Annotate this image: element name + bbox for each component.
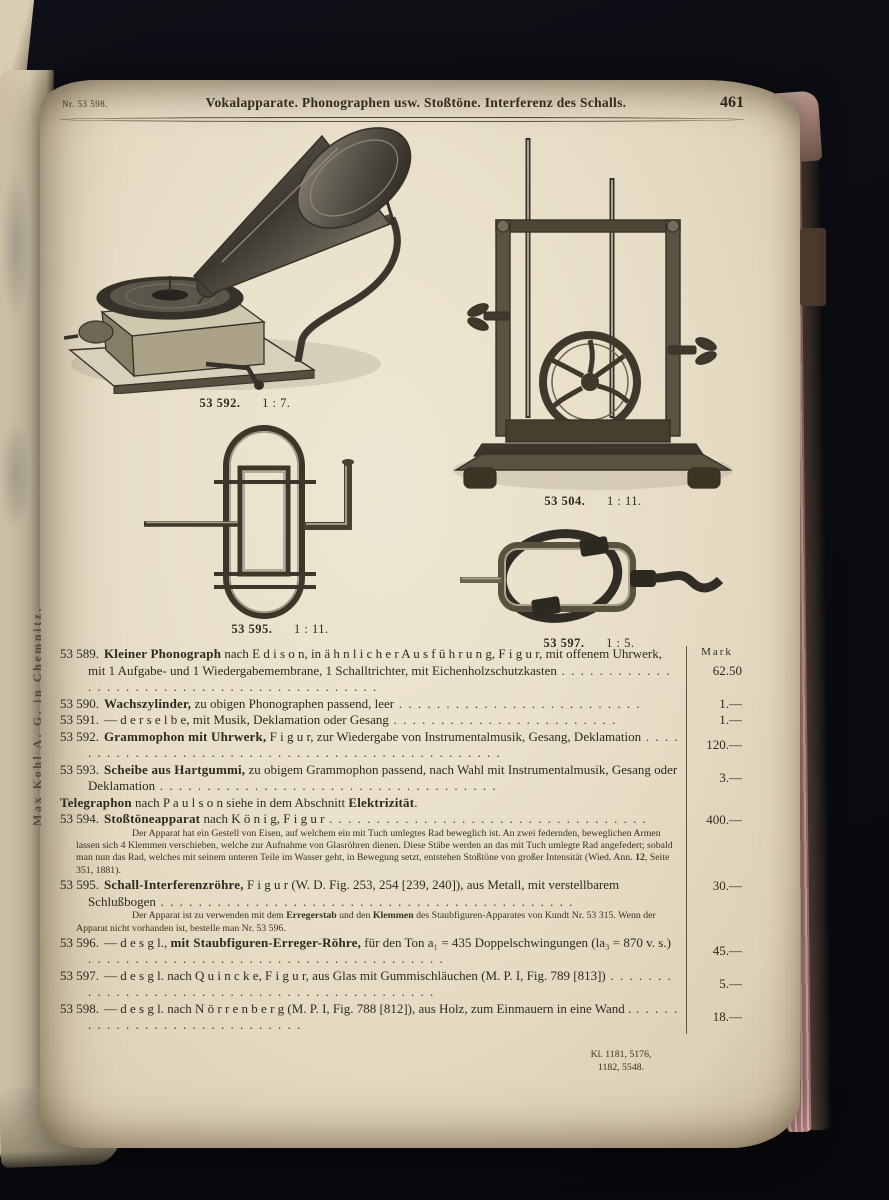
row-price: 30.— <box>686 877 748 935</box>
table-row <box>60 762 748 795</box>
row-text-segment: zu obigen Phonographen passend, leer <box>191 695 395 711</box>
row-text-segment: 12 <box>635 852 645 864</box>
row-text-segment: F i g u r, zur Wiedergabe von Instrumentalmusik, Gesang, Deklamation <box>266 728 642 744</box>
row-text-segment: nach P a u l s o n siehe in dem Abschnitt <box>131 794 349 810</box>
row-price: 3.— <box>686 762 748 795</box>
page-number: 461 <box>720 94 744 111</box>
row-item-number: 53 596. <box>60 934 99 950</box>
figure-caption <box>56 396 434 411</box>
row-text-segment: Grammophon mit Uhrwerk, <box>104 728 267 744</box>
row-price <box>686 795 748 812</box>
row-text-segment: Scheibe aus Hartgummi, <box>104 761 246 777</box>
row-item-number: 53 590. <box>60 695 99 711</box>
row-main-cell <box>60 968 686 1001</box>
row-text-segment: — d e r s e l b e, mit Musik, Deklamation oder Gesang <box>104 712 389 727</box>
table-row <box>60 811 748 877</box>
row-text-segment: — d e s g l. nach Q u i n c k e, F i g u r, aus Glas mit Gummischläuchen (M. P. I, Fig. 789 [813]) <box>104 967 606 983</box>
figure-number: 53 504. <box>544 494 586 508</box>
row-main-cell <box>60 696 686 713</box>
row-item-number: 53 594. <box>60 811 99 826</box>
row-text-segment: F i g u r (W. D. Fig. 253, 254 [239, 240]), aus Metall, mit verstellbarem Schlußbogen <box>88 877 620 909</box>
row-price: 1.— <box>686 696 748 713</box>
table-row <box>60 1001 748 1034</box>
currency-column-header: Mark <box>701 646 733 658</box>
table-row <box>60 968 748 1001</box>
row-text-segment: Erregerstab <box>286 910 337 922</box>
figure-number: 53 597. <box>543 636 585 650</box>
row-footnote <box>60 828 686 878</box>
figure-gramophone <box>56 126 434 411</box>
row-main-cell <box>60 646 686 696</box>
row-description <box>60 877 686 910</box>
dot-leader: . . . . . . . . . . . . . . . . . . . . . . . . . . <box>394 695 642 711</box>
book-fore-edge-notch <box>800 228 826 306</box>
figure-stosstoene-apparat <box>444 132 742 509</box>
row-text-segment: Elektrizität <box>348 794 415 810</box>
row-text-segment: — d e s g l. nach N ö r r e n b e r g (M. P. I, Fig. 788 [812]), aus Holz, zum Einmauern in eine Wand . <box>104 1000 632 1016</box>
figure-interference-tube <box>140 424 420 637</box>
row-item-number: 53 592. <box>60 728 99 744</box>
classification-footnote <box>562 1048 680 1074</box>
row-description <box>60 811 686 828</box>
figure-scale: 1 : 5. <box>606 636 635 650</box>
dot-leader: . . . . . . . . . . . . . . . . . . . . . . . . . . . . . . . . . . . . . . . . . . . . <box>155 893 574 909</box>
row-item-number: 53 597. <box>60 967 99 983</box>
row-item-number: 53 598. <box>60 1000 99 1016</box>
footnote-line: 1182, 5548. <box>597 1062 645 1073</box>
figure-caption <box>444 494 742 509</box>
row-text-segment: zu obigem Grammophon passend, nach Wahl mit Instrumentalmusik, Gesang oder Deklamation <box>88 761 678 793</box>
row-footnote <box>60 910 686 935</box>
row-text-segment: Der Apparat hat ein Gestell von Eisen, auf welchem ein mit Tuch umlegtes Rad beweglich ist. An zwei federnden, beweglichen Armen lassen sich 4 Klemmen verschieben, welche zur Aufnahme von Glasröhren dienen. Diese Stäbe werden an das mit Tuch umlegte Rad angefedert; sobald man nun das Rad, welches mit seinem unteren Teile im Wasser geht, in Bewegung setzt, entstehen Stoßtöne von großer Intensität (Wied. Ann. <box>76 827 673 864</box>
row-text-segment: Telegraphon <box>60 794 132 810</box>
row-text-segment: Wachszylinder, <box>104 695 192 711</box>
dot-leader: . . . . . . . . . . . . . . . . . . . . . . . . . . . . . . . . . . . . <box>155 778 498 793</box>
catalog-page <box>40 80 800 1148</box>
row-description <box>60 712 686 729</box>
figure-scale: 1 : 11. <box>293 622 329 636</box>
quincke-tube-engraving <box>454 526 724 626</box>
row-description <box>60 696 686 713</box>
row-description <box>60 762 686 795</box>
row-item-number: 53 593. <box>60 761 99 777</box>
dot-leader: . . . . . . . . . . . . . . . . . . . . . . . . . . . . . . . . . . <box>324 811 648 826</box>
table-row <box>60 729 748 762</box>
row-text-segment: Der Apparat ist zu verwenden mit dem <box>132 910 287 922</box>
dot-leader: . . . . . . . . . . . . . . . . . . . . . . . . . . . . <box>88 1000 679 1033</box>
figure-quincke-tube <box>454 526 724 651</box>
price-table-rows <box>60 646 748 1034</box>
row-main-cell <box>60 795 686 812</box>
dot-leader: . . . . . . . . . . . . . . . . . . . . . . . . <box>388 712 617 727</box>
table-row <box>60 712 748 729</box>
row-price: 120.— <box>686 729 748 762</box>
figure-scale: 1 : 11. <box>606 494 642 508</box>
row-text-segment: mit Staubfiguren-Erreger-Röhre, <box>170 934 362 950</box>
figure-number: 53 595. <box>231 622 273 636</box>
row-text-segment: und den <box>336 910 373 922</box>
row-price: 400.— <box>686 811 748 877</box>
row-price: 1.— <box>686 712 748 729</box>
stosstoene-engraving <box>444 132 742 492</box>
item-number-label: Nr. 53 598. <box>62 99 108 109</box>
page-title: Vokalapparate. Phonographen usw. Stoßtöne. Interferenz des Schalls. <box>205 95 627 110</box>
facing-page-figure-fragment <box>0 420 30 530</box>
table-row <box>60 935 748 968</box>
row-text-segment: Schall-Interferenzröhre, <box>104 877 244 893</box>
figure-number: 53 592. <box>199 396 241 410</box>
row-text-segment: für den Ton a₁ = 435 Doppelschwingungen (la₃ = 870 v. s.) <box>361 934 671 950</box>
figure-scale: 1 : 7. <box>262 396 291 410</box>
price-table <box>60 646 748 1034</box>
row-description <box>60 795 686 812</box>
row-main-cell <box>60 811 686 877</box>
dot-leader: . . . . . . . . . . . . . . . . . . . . . . . . . . . . . . . . . . . . . . . . . . . . . . . . <box>88 728 680 760</box>
table-row <box>60 795 748 812</box>
row-text-segment: Klemmen <box>372 910 414 922</box>
row-text-segment: nach K ö n i g, F i g u r <box>200 811 325 826</box>
row-text-segment: Kleiner Phonograph <box>104 646 222 661</box>
table-row <box>60 877 748 935</box>
row-text-segment: nach E d i s o n, in ä h n l i c h e r A u s f ü h r u n g, F i g u r, mit offenem Uhrwerk, mit 1 Aufgabe- und 1 Wiedergabemembrane, 1 Schalltrichter, mit Eichenholzschutzkasten <box>88 646 662 678</box>
row-main-cell <box>60 712 686 729</box>
dot-leader: . . . . . . . . . . . . . . . . . . . . . . . . . . . . . . . . . . . . . . . . . . . <box>88 662 671 694</box>
row-text-segment: Stoßtöneapparat <box>104 811 201 826</box>
gramophone-engraving <box>56 126 434 394</box>
dot-leader: . . . . . . . . . . . . . . . . . . . . . . . . . . . . . . . . . . . . . . . . . . . . <box>88 967 673 1000</box>
footnote-line: Kl. 1181, 5176, <box>590 1049 652 1060</box>
row-price: 62.50 <box>686 646 748 696</box>
row-description <box>60 968 686 1001</box>
row-main-cell <box>60 729 686 762</box>
row-text-segment: des Staubfiguren-Apparates von Kundt Nr. 53 315. Wenn der Apparat nicht vorhanden ist, bestelle man Nr. 53 596. <box>76 910 656 934</box>
row-description <box>60 729 686 762</box>
table-row <box>60 646 748 696</box>
row-main-cell <box>60 762 686 795</box>
row-price: 5.— <box>686 968 748 1001</box>
figure-caption <box>140 622 420 637</box>
row-description <box>60 935 686 968</box>
row-description <box>60 646 686 696</box>
table-row <box>60 696 748 713</box>
row-price: 45.— <box>686 935 748 968</box>
running-head <box>62 94 744 112</box>
row-text-segment: — d e s g l., <box>104 934 171 950</box>
dot-leader: . . . . . . . . . . . . . . . . . . . . . . . . . . . . . . . . . . . . . . <box>88 951 445 967</box>
margin-imprint: Max Kohl A. G. in Chemnitz. <box>30 605 44 826</box>
row-text-segment: . <box>414 794 418 810</box>
row-item-number: 53 595. <box>60 877 99 893</box>
row-main-cell <box>60 877 686 935</box>
row-price: 18.— <box>686 1001 748 1034</box>
row-text-segment: , Seite 351, 1881). <box>76 852 670 876</box>
head-rule <box>60 117 744 122</box>
row-description <box>60 1001 686 1034</box>
row-item-number: 53 591. <box>60 712 99 727</box>
row-item-number: 53 589. <box>60 646 99 661</box>
interference-tube-engraving <box>140 424 420 620</box>
row-main-cell <box>60 1001 686 1034</box>
facing-page-figure-fragment <box>2 170 28 320</box>
row-main-cell <box>60 935 686 968</box>
